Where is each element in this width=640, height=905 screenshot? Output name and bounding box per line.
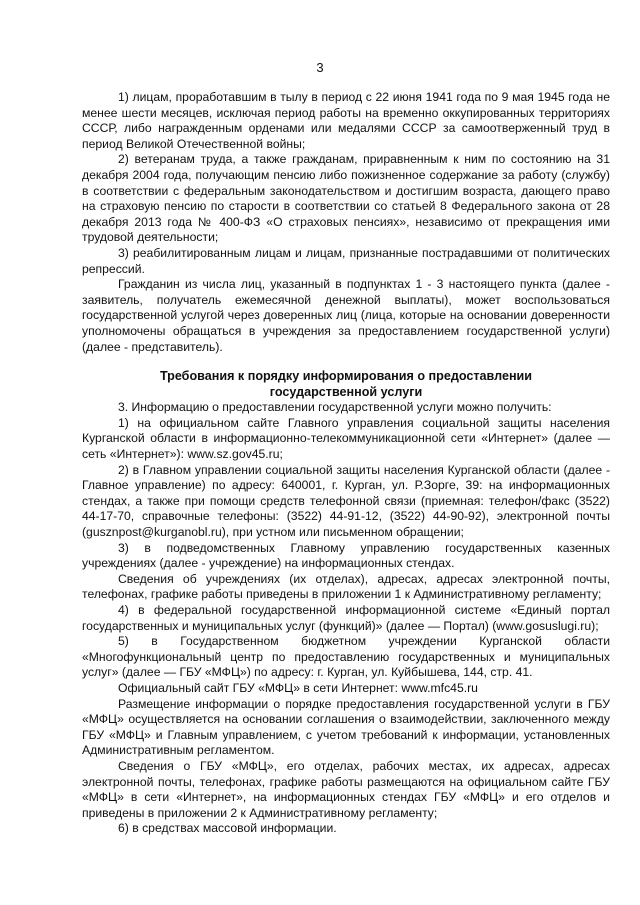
document-body <box>82 90 610 837</box>
mfc-website: Официальный сайт ГБУ «МФЦ» в сети Интернет: www.mfc45.ru <box>118 680 478 695</box>
page-number: 3 <box>316 60 324 75</box>
mfc-placement: Размещение информации о порядке предоставления государственной услуги в ГБУ «МФЦ» осуществляется на основании соглашения о взаимодействии, заключенного между ГБУ «МФЦ» и Главным управлением, с учетом требований к информации, установленных Административным регламентом. <box>82 696 610 758</box>
list-item-2: 2) ветеранам труда, а также гражданам, приравненным к ним по состоянию на 31 декабря 2004 года, получающим пенсию либо пожизненное содержание за работу (службу) в соответствии с федеральным законодательством и достигшим возраста, дающего право на страховую пенсию по старости в соответствии со статьей 8 Федерального закона от 28 декабря 2013 года № 400-ФЗ «О страховых пенсиях», независимо от прекращения ими трудовой деятельности; <box>82 152 610 245</box>
institutions-info: Сведения об учреждениях (их отделах), адресах, адресах электронной почты, телефонах, графике работы приведены в приложении 1 к Административному регламенту; <box>82 571 610 602</box>
info-item-6: 6) в средствах массовой информации. <box>118 821 337 836</box>
list-item-1: 1) лицам, проработавшим в тылу в период с 22 июня 1941 года по 9 мая 1945 года не менее шести месяцев, исключая период работы на временно оккупированных территориях СССР, либо награжденным орденами или медалями СССР за самоотверженный труд в период Великой Отечественной войны; <box>82 90 610 151</box>
list-item-3: 3) реабилитированным лицам и лицам, признанные пострадавшими от политических репрессий. <box>82 245 610 276</box>
info-item-5: 5) в Государственном бюджетном учреждении Курганской области «Многофункциональный центр по предоставлению государственных и муниципальных услуг» (далее — ГБУ «МФЦ») по адресу: г. Курган, ул. Куйбышева, 144, стр. 41. <box>82 634 610 680</box>
info-item-4: 4) в федеральной государственной информационной системе «Единый портал государственных и муниципальных услуг (функций)» (далее — Портал) (www.gosuslugi.ru); <box>82 603 610 633</box>
info-item-3: 3) в подведомственных Главному управлению государственных казенных учреждениях (далее - учреждение) на информационных стендах. <box>82 540 610 571</box>
section-heading <box>82 369 610 400</box>
mfc-details: Сведения о ГБУ «МФЦ», его отделах, рабочих местах, их адресах, адресах электронной почты, телефонах, графике работы размещаются на официальном сайте ГБУ «МФЦ» в сети «Интернет», на информационных стендах ГБУ «МФЦ» и его отделов и приведены в приложении 2 к Административному регламенту; <box>82 758 610 820</box>
representative-paragraph: Гражданин из числа лиц, указанный в подпунктах 1 - 3 настоящего пункта (далее - заявитель, получатель ежемесячной денежной выплаты), может воспользоваться государственной услугой через доверенных лиц (лица, которые на основании доверенности уполномочены обращаться в учреждения за предоставлением государственной услуги) (далее - представитель). <box>82 277 610 354</box>
info-item-1: 1) на официальном сайте Главного управления социальной защиты населения Курганской области в информационно-телекоммуникационной сети «Интернет» (далее — сеть «Интернет»): www.sz.gov45.ru; <box>82 415 610 462</box>
section-heading-line-2: государственной услуги <box>269 384 423 399</box>
info-item-2: 2) в Главном управлении социальной защиты населения Курганской области (далее - Главное управление) по адресу: 640001, г. Курган, ул. Р.Зорге, 39: на информационных стендах, а также при помощи средств телефонной связи (приемная: телефон/факс (3522) 44-17-70, справочные телефоны: (3522) 44-91-12, (3522) 44-90-92), электронной почты (gusznpost@kurganobl.ru), при устном или письменном обращении; <box>82 462 610 540</box>
info-intro: 3. Информацию о предоставлении государственной услуги можно получить: <box>118 400 552 415</box>
section-heading-line-1: Требования к порядку информирования о предоставлении <box>159 369 533 384</box>
